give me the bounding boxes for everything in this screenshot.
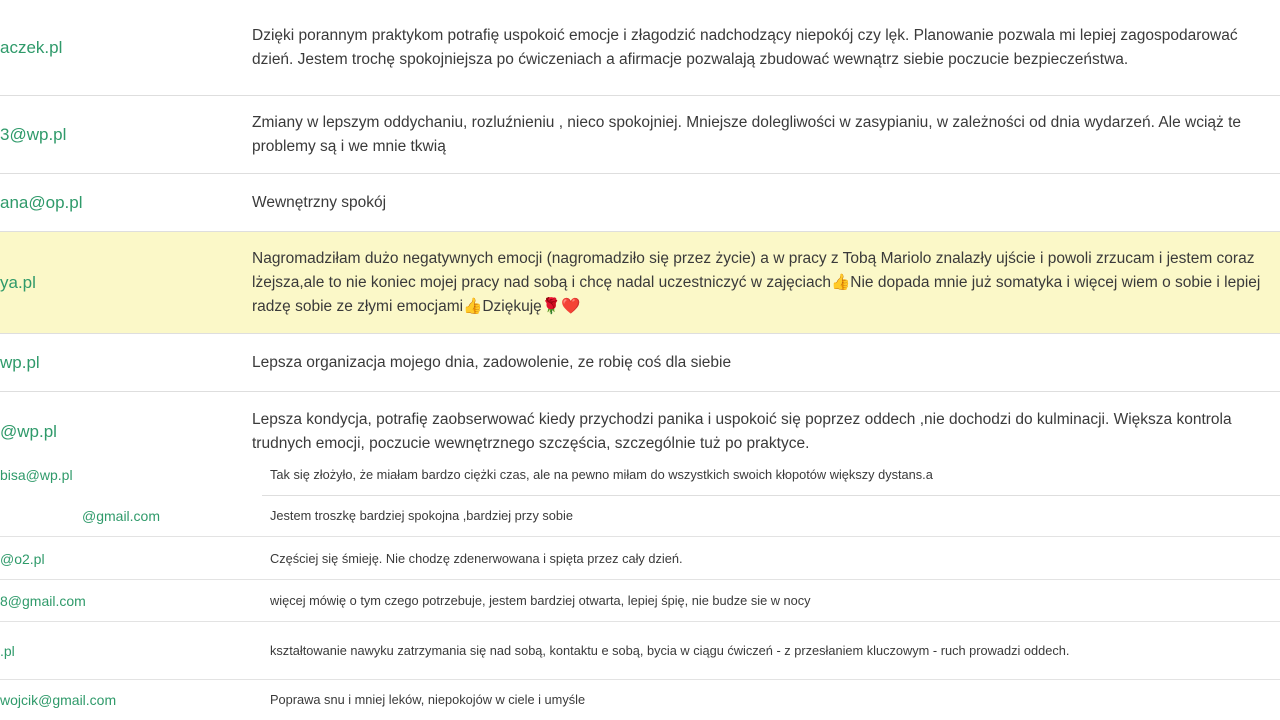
- table-row[interactable]: [0, 495, 1280, 537]
- table-row[interactable]: [0, 680, 1280, 720]
- email-cell[interactable]: bisa@wp.pl: [0, 467, 73, 483]
- email-cell[interactable]: 3@wp.pl: [0, 124, 67, 144]
- answer-cell: Nagromadziłam dużo negatywnych emocji (nagromadziło się przez życie) a w pracy z Tobą Mariolo znalazły ujście i powoli zrzucam i jestem coraz lżejsza,ale to nie koniec mojej pracy nad sobą i chcę nadal uczestniczyć w zajęciach👍Nie dopada mnie już somatyka i więcej wiem o sobie i lepiej radzę sobie ze złymi emocjami👍Dziękuję🌹❤️: [252, 249, 1261, 315]
- answer-cell: Wewnętrzny spokój: [252, 193, 387, 211]
- table-row-highlighted[interactable]: [0, 232, 1280, 334]
- answer-cell: Dzięki porannym praktykom potrafię uspokoić emocje i złagodzić nadchodzący niepokój czy lęk. Planowanie pozwala mi lepiej zagospodarować dzień. Jestem trochę spokojniejsza po ćwiczeniach a afirmacje pozwalają zbudować wewnątrz siebie poczucie bezpieczeństwa.: [252, 26, 1238, 68]
- email-cell[interactable]: .pl: [0, 643, 15, 659]
- table-row[interactable]: [0, 174, 1280, 232]
- email-cell[interactable]: ana@op.pl: [0, 192, 83, 212]
- answer-cell: Lepsza organizacja mojego dnia, zadowolenie, ze robię coś dla siebie: [252, 353, 732, 371]
- email-cell[interactable]: @gmail.com: [82, 508, 161, 524]
- answer-cell: Częściej się śmieję. Nie chodzę zdenerwowana i spięta przez cały dzień.: [270, 550, 683, 566]
- email-cell[interactable]: aczek.pl: [0, 37, 63, 57]
- email-cell[interactable]: @o2.pl: [0, 550, 45, 567]
- answer-cell: Jestem troszkę bardziej spokojna ,bardziej przy sobie: [270, 508, 574, 523]
- email-cell[interactable]: wp.pl: [0, 352, 40, 372]
- table-row[interactable]: [0, 0, 1280, 96]
- answer-cell: Lepsza kondycja, potrafię zaobserwować kiedy przychodzi panika i uspokoić się poprzez oddech ,nie dochodzi do kulminacji. Większa kontrola trudnych emocji, poczucie wewnętrznego szczęścia, szczególnie tuż po praktyce.: [252, 411, 1232, 452]
- answer-cell: Zmiany w lepszym oddychaniu, rozluźnieniu , nieco spokojniej. Mniejsze dolegliwości w zasypianiu, w zależności od dnia wydarzeń. Ale wciąż te problemy są i we mnie tkwią: [252, 113, 1242, 155]
- table-row[interactable]: [0, 96, 1280, 174]
- email-cell[interactable]: @wp.pl: [0, 422, 57, 441]
- table-row[interactable]: [0, 622, 1280, 680]
- table-row[interactable]: [0, 580, 1280, 622]
- table-row[interactable]: [0, 455, 1280, 495]
- email-cell[interactable]: 8@gmail.com: [0, 593, 86, 609]
- answer-cell: Poprawa snu i mniej leków, niepokojów w ciele i umyśle: [270, 692, 586, 707]
- answer-cell: więcej mówię o tym czego potrzebuje, jestem bardziej otwarta, lepiej śpię, nie budze sie w nocy: [270, 593, 811, 608]
- answer-cell: kształtowanie nawyku zatrzymania się nad sobą, kontaktu e sobą, bycia w ciągu ćwiczeń - z przesłaniem kluczowym - ruch prowadzi oddech.: [270, 643, 1070, 658]
- table-row[interactable]: [0, 537, 1280, 580]
- email-cell[interactable]: ya.pl: [0, 272, 36, 292]
- answer-cell: Tak się złożyło, że miałam bardzo ciężki czas, ale na pewno miłam do wszystkich swoich kłopotów większy dystans.a: [270, 467, 933, 482]
- table-row[interactable]: [0, 334, 1280, 392]
- email-cell[interactable]: wojcik@gmail.com: [0, 692, 117, 708]
